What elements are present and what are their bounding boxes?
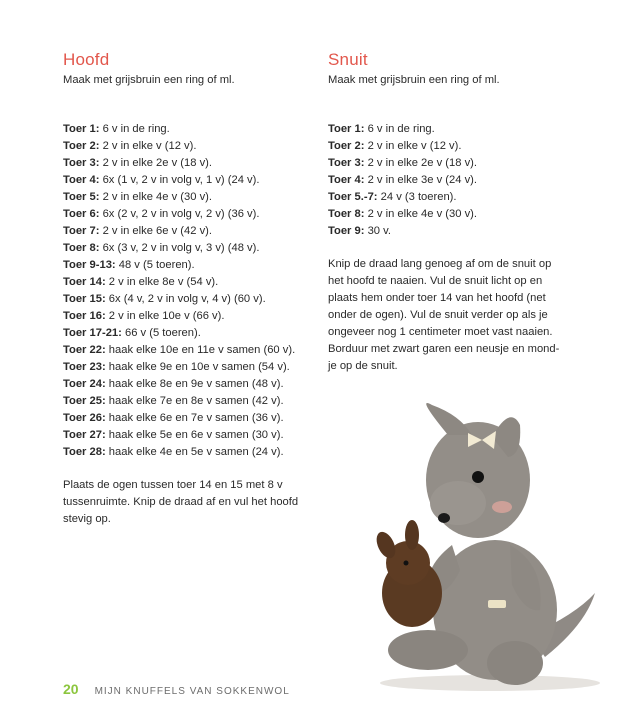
round-instruction: 30 v. <box>364 225 391 237</box>
hoofd-paragraph <box>63 477 313 528</box>
round-row <box>328 189 578 206</box>
round-instruction: 2 v in elke 2e v (18 v). <box>364 157 478 169</box>
toy-cheek <box>492 501 512 513</box>
paragraph-line: ongeveer nog 1 centimeter moet vast naaien. <box>328 326 553 338</box>
round-instruction: 6 v in de ring. <box>364 123 435 135</box>
round-label: Toer 5.-7: <box>328 191 378 203</box>
paragraph-line: Knip de draad lang genoeg af om de snuit op <box>328 258 552 270</box>
round-instruction: 2 v in elke 3e v (24 v). <box>364 174 478 186</box>
round-label: Toer 28: <box>63 446 106 458</box>
paragraph-line: onder de ogen). Vul de snuit verder op als je <box>328 309 548 321</box>
paragraph-line: tussenruimte. Knip de draad af en vul het hoofd <box>63 496 299 508</box>
round-label: Toer 5: <box>63 191 100 203</box>
round-label: Toer 3: <box>63 157 100 169</box>
book-title: MIJN KNUFFELS VAN SOKKENWOL <box>94 686 290 697</box>
round-instruction: haak elke 7e en 8e v samen (42 v). <box>105 395 284 407</box>
paragraph-line: Borduur met zwart garen een neusje en mond- <box>328 343 560 355</box>
round-label: Toer 4: <box>328 174 365 186</box>
round-instruction: 6 v in de ring. <box>99 123 170 135</box>
round-row <box>63 240 313 257</box>
round-row <box>328 223 578 240</box>
round-row <box>63 291 313 308</box>
round-row <box>63 393 313 410</box>
round-instruction: haak elke 6e en 7e v samen (36 v). <box>105 412 284 424</box>
round-instruction: 6x (4 v, 2 v in volg v, 4 v) (60 v). <box>105 293 266 305</box>
kangaroo-toy-photo <box>360 395 605 695</box>
round-label: Toer 9: <box>328 225 365 237</box>
snuit-section <box>328 50 578 375</box>
round-label: Toer 4: <box>63 174 100 186</box>
snuit-heading: Snuit <box>328 50 368 69</box>
round-row <box>328 172 578 189</box>
round-label: Toer 8: <box>328 208 365 220</box>
round-label: Toer 1: <box>63 123 100 135</box>
round-instruction: 6x (2 v, 2 v in volg v, 2 v) (36 v). <box>99 208 260 220</box>
round-instruction: 2 v in elke 4e v (30 v). <box>99 191 213 203</box>
page-footer <box>63 681 290 697</box>
round-label: Toer 24: <box>63 378 106 390</box>
round-label: Toer 16: <box>63 310 106 322</box>
toy-label <box>488 600 506 608</box>
round-instruction: 66 v (5 toeren). <box>121 327 201 339</box>
round-row <box>63 138 313 155</box>
round-instruction: 2 v in elke 4e v (30 v). <box>364 208 478 220</box>
round-row <box>63 172 313 189</box>
round-row <box>328 155 578 172</box>
toy-eye <box>472 471 484 483</box>
paragraph-line: je op de snuit. <box>328 360 398 372</box>
round-instruction: 6x (3 v, 2 v in volg v, 3 v) (48 v). <box>99 242 260 254</box>
round-instruction: 2 v in elke v (12 v). <box>364 140 462 152</box>
hoofd-section <box>63 50 313 528</box>
round-label: Toer 14: <box>63 276 106 288</box>
round-row <box>63 206 313 223</box>
round-label: Toer 1: <box>328 123 365 135</box>
round-row <box>63 359 313 376</box>
round-row <box>63 257 313 274</box>
round-instruction: 2 v in elke v (12 v). <box>99 140 197 152</box>
round-label: Toer 26: <box>63 412 106 424</box>
round-label: Toer 22: <box>63 344 106 356</box>
round-row <box>328 206 578 223</box>
paragraph-line: Plaats de ogen tussen toer 14 en 15 met 8 v <box>63 479 283 491</box>
round-instruction: haak elke 10e en 11e v samen (60 v). <box>105 344 296 356</box>
round-row <box>63 410 313 427</box>
round-label: Toer 9-13: <box>63 259 116 271</box>
round-instruction: 2 v in elke 6e v (42 v). <box>99 225 213 237</box>
round-label: Toer 6: <box>63 208 100 220</box>
round-row <box>63 121 313 138</box>
round-instruction: haak elke 4e en 5e v samen (24 v). <box>105 446 284 458</box>
round-row <box>63 325 313 342</box>
round-row <box>63 342 313 359</box>
hoofd-rounds <box>63 121 313 461</box>
round-row <box>63 444 313 461</box>
round-label: Toer 3: <box>328 157 365 169</box>
joey-eye <box>404 561 409 566</box>
round-label: Toer 2: <box>328 140 365 152</box>
round-row <box>63 308 313 325</box>
paragraph-line: het hoofd te naaien. Vul de snuit licht op en <box>328 275 543 287</box>
snuit-paragraph <box>328 256 578 375</box>
hoofd-heading: Hoofd <box>63 50 110 69</box>
round-row <box>63 376 313 393</box>
round-row <box>63 427 313 444</box>
round-label: Toer 2: <box>63 140 100 152</box>
page-number: 20 <box>63 681 79 697</box>
round-label: Toer 23: <box>63 361 106 373</box>
round-row <box>328 121 578 138</box>
paragraph-line: plaats hem onder toer 14 van het hoofd (net <box>328 292 546 304</box>
toy-nose <box>438 513 450 523</box>
round-row <box>63 274 313 291</box>
round-row <box>328 138 578 155</box>
paragraph-line: stevig op. <box>63 513 111 525</box>
round-instruction: 2 v in elke 2e v (18 v). <box>99 157 213 169</box>
round-instruction: 2 v in elke 8e v (54 v). <box>105 276 219 288</box>
round-instruction: 2 v in elke 10e v (66 v). <box>105 310 225 322</box>
round-instruction: haak elke 9e en 10e v samen (54 v). <box>105 361 290 373</box>
round-label: Toer 15: <box>63 293 106 305</box>
snuit-rounds <box>328 121 578 240</box>
round-label: Toer 25: <box>63 395 106 407</box>
round-instruction: haak elke 5e en 6e v samen (30 v). <box>105 429 284 441</box>
round-label: Toer 7: <box>63 225 100 237</box>
hoofd-intro: Maak met grijsbruin een ring of ml. <box>63 74 235 86</box>
round-row <box>63 189 313 206</box>
round-instruction: 48 v (5 toeren). <box>115 259 195 271</box>
round-instruction: 24 v (3 toeren). <box>377 191 457 203</box>
toy-left-foot <box>388 630 468 670</box>
round-label: Toer 8: <box>63 242 100 254</box>
round-label: Toer 17-21: <box>63 327 122 339</box>
toy-left-ear <box>426 403 472 435</box>
joey-right-ear <box>405 520 419 550</box>
round-label: Toer 27: <box>63 429 106 441</box>
snuit-intro: Maak met grijsbruin een ring of ml. <box>328 74 500 86</box>
round-row <box>63 155 313 172</box>
toy-right-foot <box>487 641 543 685</box>
round-instruction: 6x (1 v, 2 v in volg v, 1 v) (24 v). <box>99 174 260 186</box>
round-row <box>63 223 313 240</box>
round-instruction: haak elke 8e en 9e v samen (48 v). <box>105 378 284 390</box>
